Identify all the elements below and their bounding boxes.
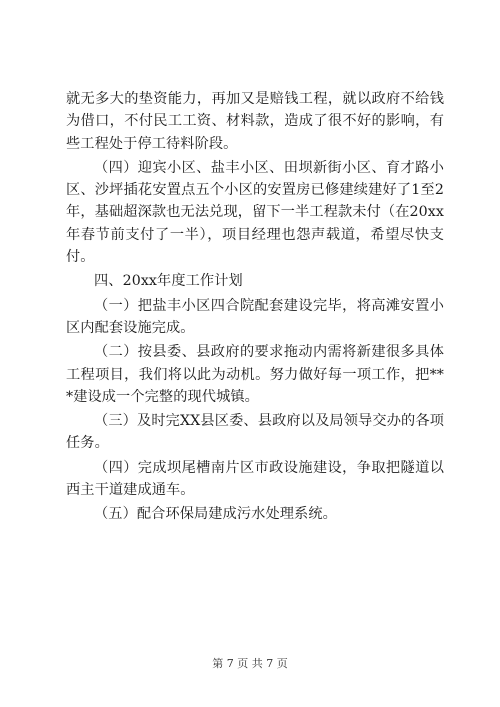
paragraph-item-4-resettlement: （四）迎宾小区、盐丰小区、田坝新街小区、育才路小区、沙坪插花安置点五个小区的安置房已修建续建好了1至2年，基础超深款也无法兑现，留下一半工程款未付（在20xx年春节前支付了一半），项目经理也怨声载道，希望尽快支付。 — [66, 159, 444, 266]
plan-item-5: （五）配合环保局建成污水处理系统。 — [94, 506, 337, 523]
plan-item-4: （四）完成坝尾槽南片区市政设施建设，争取把隧道以西主干道建成通车。 — [66, 459, 444, 499]
plan-item-1: （一）把盐丰小区四合院配套建设完毕，将高滩安置小区内配套设施完成。 — [66, 297, 444, 336]
paragraph-continuation: 就无多大的垫资能力，再加又是赔钱工程，就以政府不给钱为借口，不付民工工资、材料款，造成了很不好的影响，有些工程处于停工待料阶段。 — [66, 91, 444, 152]
section-heading-work-plan: 四、20xx年度工作计划 — [94, 273, 243, 290]
page-number-footer: 第 7 页 共 7 页 — [212, 657, 288, 670]
plan-item-2: （二）按县委、县政府的要求拖动内需将新建很多具体工程项目，我们将以此为动机。努力做好每一项工作，把***建设成一个完整的现代城镇。 — [66, 344, 444, 405]
document-body — [66, 88, 444, 528]
plan-item-3: （三）及时完XX县区委、县政府以及局领导交办的各项任务。 — [66, 413, 444, 452]
